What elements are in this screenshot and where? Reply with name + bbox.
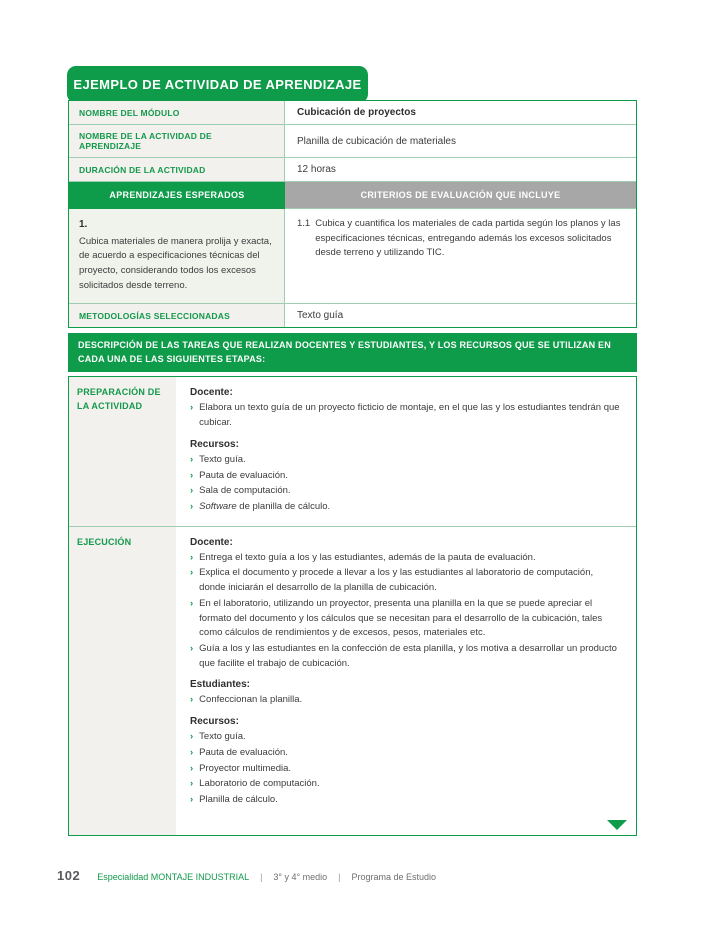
bullet-text: Guía a los y las estudiantes en la confección de esta planilla, y los motiva a desarrollar un producto que facilite el trabajo de cubicación.	[199, 643, 617, 669]
bullet-item	[190, 693, 622, 708]
stages-table	[68, 376, 637, 835]
bullet-item	[190, 777, 622, 792]
activity-name-value: Planilla de cubicación de materiales	[285, 125, 636, 158]
criterion-number: 1.1	[297, 218, 311, 229]
section-heading: Recursos:	[190, 438, 239, 450]
bullet-item	[190, 401, 622, 430]
bullet-item	[190, 762, 622, 777]
bullet-item	[190, 500, 622, 515]
bullet-text: Texto guía.	[199, 453, 246, 465]
bullet-text: Laboratorio de computación.	[199, 778, 320, 790]
bullet-text: Proyector multimedia.	[199, 762, 292, 774]
stage-label-execution: EJECUCIÓN	[69, 527, 176, 835]
stage-content-preparation	[176, 377, 636, 526]
bullet-icon: ›	[190, 643, 194, 654]
bullet-icon: ›	[190, 551, 194, 563]
module-name-label: NOMBRE DEL MÓDULO	[69, 101, 285, 125]
duration-label: DURACIÓN DE LA ACTIVIDAD	[69, 158, 285, 182]
footer-separator: |	[260, 872, 263, 882]
bullet-text: Software de planilla de cálculo.	[199, 500, 331, 512]
duration-value: 12 horas	[285, 158, 636, 182]
footer-program: Programa de Estudio	[351, 872, 437, 882]
bullet-icon: ›	[190, 694, 194, 706]
page-footer	[57, 868, 436, 883]
bullet-icon: ›	[190, 402, 194, 414]
bullet-icon: ›	[190, 778, 194, 790]
methodology-value: Texto guía	[285, 304, 636, 327]
expected-learning-header: APRENDIZAJES ESPERADOS	[69, 182, 285, 209]
bullet-text: Confeccionan la planilla.	[199, 694, 303, 706]
stage-label-preparation: PREPARACIÓN DE LA ACTIVIDAD	[69, 377, 176, 526]
footer-specialty: Especialidad MONTAJE INDUSTRIAL	[97, 872, 250, 882]
bullet-icon: ›	[190, 567, 194, 579]
expected-learning-cell	[69, 209, 285, 304]
bullet-item	[190, 642, 622, 671]
evaluation-criteria-cell	[285, 209, 636, 304]
activity-table	[68, 100, 637, 836]
expected-learning-number: 1.	[79, 219, 88, 230]
section-heading: Docente:	[190, 387, 233, 399]
criterion-text: Cubica y cuantifica los materiales de cada partida según los planos y las especificaciones técnicas, entregando además los excesos solicitados desde terreno y utilizando TIC.	[315, 218, 621, 259]
bullet-icon: ›	[190, 762, 194, 774]
bullet-icon: ›	[190, 500, 194, 512]
module-name-value: Cubicación de proyectos	[285, 101, 636, 125]
section-heading: Docente:	[190, 536, 233, 548]
evaluation-criteria-header: CRITERIOS DE EVALUACIÓN QUE INCLUYE	[285, 182, 636, 209]
activity-example-title: EJEMPLO DE ACTIVIDAD DE APRENDIZAJE	[73, 77, 362, 92]
bullet-icon: ›	[190, 794, 194, 806]
bullet-icon: ›	[190, 453, 194, 465]
bullet-icon: ›	[190, 731, 194, 743]
bullet-item	[190, 566, 622, 595]
section-heading: Recursos:	[190, 716, 239, 728]
bullet-text: Elabora un texto guía de un proyecto ficticio de montaje, en el que las y los estudiantes tendrán que cubicar.	[199, 402, 620, 429]
page-number: 102	[57, 868, 81, 883]
bullet-item	[190, 453, 622, 468]
bullet-icon: ›	[190, 485, 194, 497]
bullet-item	[190, 746, 622, 761]
bullet-text: Pauta de evaluación.	[199, 469, 288, 481]
bullet-text: Pauta de evaluación.	[199, 746, 288, 758]
methodology-label: METODOLOGÍAS SELECCIONADAS	[69, 304, 285, 327]
bullet-icon: ›	[190, 746, 194, 758]
bullet-item	[190, 551, 622, 566]
bullet-text: Texto guía.	[199, 731, 246, 743]
bullet-item	[190, 484, 622, 499]
bullet-item	[190, 793, 622, 808]
bullet-item	[190, 597, 622, 641]
bullet-text: Entrega el texto guía a los y las estudiantes, además de la pauta de evaluación.	[199, 551, 536, 563]
expected-learning-text: Cubica materiales de manera prolija y exacta, de acuerdo a especificaciones técnicas del proyecto, considerando todos los excesos solicitados desde terreno.	[79, 235, 272, 291]
footer-grade: 3° y 4° medio	[273, 872, 328, 882]
activity-info-grid	[68, 100, 637, 328]
content-continues-arrow-icon	[607, 820, 627, 830]
stage-content-execution	[176, 527, 636, 835]
bullet-text: En el laboratorio, utilizando un proyector, presenta una planilla en la que se puede apreciar el formato del documento y los cálculos que se necesitan para el desarrollo de la cubicación, tales como cálculos de rendimientos y de excesos, pesos, materiales etc.	[199, 597, 603, 639]
bullet-icon: ›	[190, 469, 194, 481]
bullet-text: Sala de computación.	[199, 485, 291, 497]
bullet-item	[190, 469, 622, 484]
activity-name-label: NOMBRE DE LA ACTIVIDAD DE APRENDIZAJE	[69, 125, 285, 158]
activity-example-tab	[67, 66, 368, 103]
section-heading: Estudiantes:	[190, 679, 251, 691]
bullet-item	[190, 730, 622, 745]
tasks-description-banner: DESCRIPCIÓN DE LAS TAREAS QUE REALIZAN DOCENTES Y ESTUDIANTES, Y LOS RECURSOS QUE SE UTILIZAN EN CADA UNA DE LAS SIGUIENTES ETAPAS:	[68, 333, 637, 372]
bullet-text: Explica el documento y procede a llevar a los y las estudiantes al laboratorio de computación, donde iniciarán el desarrollo de la planilla de cubicación.	[199, 567, 594, 594]
footer-separator: |	[338, 872, 341, 882]
bullet-text: Planilla de cálculo.	[199, 794, 278, 806]
bullet-icon: ›	[190, 597, 194, 609]
